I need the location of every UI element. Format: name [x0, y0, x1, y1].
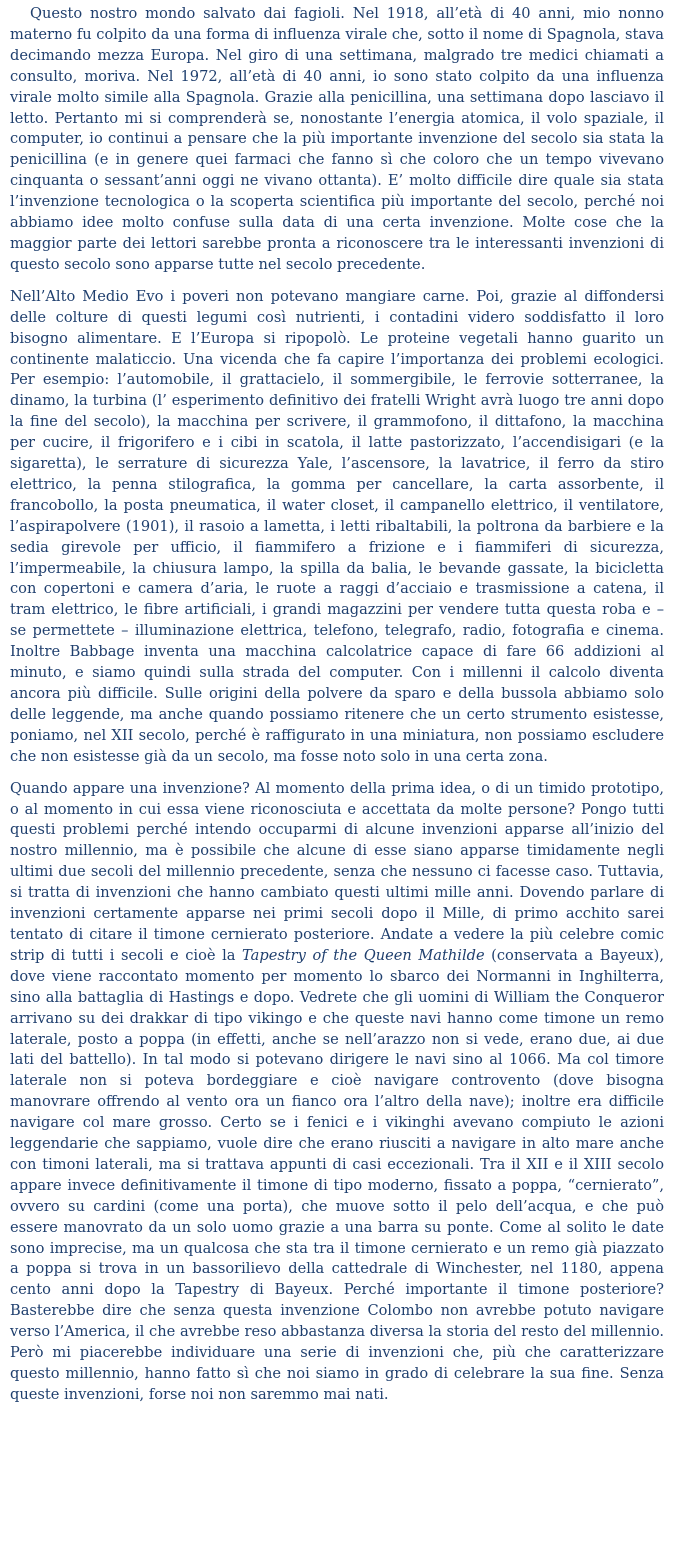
paragraph-rudder-text-2: (conservata a Bayeux), dove viene raccontato momento per momento lo sbarco dei Normanni in Inghilterra, sino alla battaglia di Hastings e dopo. Vedrete che gli uomini di William the Conqueror arrivano su dei drakkar di tipo vikingo e che queste navi hanno come timone un remo laterale, posto a poppa (in effetti, anche se nell’arazzo non si vede, erano due, ai due lati del battello). In tal modo si potevano dirigere le navi sino al 1066. Ma col timore laterale non si poteva bordeggiare e cioè navigare controvento (dove bisogna manovrare offrendo al vento ora un fianco ora l’altro della nave); inoltre era difficile navigare col mare grosso. Certo se i fenici e i vikinghi avevano compiuto le azioni leggendarie che sappiamo, vuole dire che erano riusciti a navigare in alto mare anche con timoni laterali, ma si trattava appunti di casi eccezionali. Tra il XII e il XIII secolo appare invece definitivamente il timone di tipo moderno, fissato a poppa, “cernierato”, ovvero su cardini (come una porta), che muove sotto il pelo dell’acqua, e che può essere manovrato da un solo uomo grazie a una barra su ponte. Come al solito le date sono imprecise, ma un qualcosa che sta tra il timone cernierato e un remo già piazzato a poppa si trova in un bassorilievo della cattedrale di Winchester, nel 1180, appena cento anni dopo la Tapestry di Bayeux. Perché importante il timone posteriore? Basterebbe dire che senza questa invenzione Colombo non avrebbe potuto navigare verso l’America, il che avrebbe reso abbastanza diversa la storia del resto del millennio. Però mi piacerebbe individuare una serie di invenzioni che, più che caratterizzare questo millennio, hanno fatto sì che noi siamo in grado di celebrare la sua fine. Senza queste invenzioni, forse noi non saremmo mai nati. — [10, 946, 664, 1403]
paragraph-rudder — [10, 779, 664, 1406]
tapestry-title: Tapestry of the Queen Mathilde — [242, 946, 485, 964]
paragraph-inventions-list: Nell’Alto Medio Evo i poveri non potevano mangiare carne. Poi, grazie al diffondersi delle colture di questi legumi così nutrienti, i contadini videro soddisfatto il loro bisogno alimentare. E l’Europa si ripopolò. Le proteine vegetali hanno guarito un continente malaticcio. Una vicenda che fa capire l’importanza dei problemi ecologici. Per esempio: l’automobile, il grattacielo, il sommergibile, le ferrovie sotterranee, la dinamo, la turbina (l’ esperimento definitivo dei fratelli Wright avrà luogo tre anni dopo la fine del secolo), la macchina per scrivere, il grammofono, il dittafono, la macchina per cucire, il frigorifero e i cibi in scatola, il latte pastorizzato, l’accendisigari (e la sigaretta), le serrature di sicurezza Yale, l’ascensore, la lavatrice, il ferro da stiro elettrico, la penna stilografica, la gomma per cancellare, la carta assorbente, il francobollo, la posta pneumatica, il water closet, il campanello elettrico, il ventilatore, l’aspirapolvere (1901), il rasoio a lametta, i letti ribaltabili, la poltrona da barbiere e la sedia girevole per ufficio, il fiammifero a frizione e i fiammiferi di sicurezza, l’impermeabile, la chiusura lampo, la spilla da balia, le bevande gassate, la bicicletta con copertoni e camera d’aria, le ruote a raggi d’acciaio e trasmissione a catena, il tram elettrico, le fibre artificiali, i grandi magazzini per vendere tutta questa roba e – se permettete – illuminazione elettrica, telefono, telegrafo, radio, fotografia e cinema. Inoltre Babbage inventa una macchina calcolatrice capace di fare 66 addizioni al minuto, e siamo quindi sulla strada del computer. Con i millenni il calcolo diventa ancora più difficile. Sulle origini della polvere da sparo e della bussola abbiamo solo delle leggende, ma anche quando possiamo ritenere che un certo strumento esistesse, poniamo, nel XII secolo, perché è raffigurato in una miniatura, non possiamo escludere che non esistesse già da un secolo, ma fosse noto solo in una certa zona. — [10, 287, 664, 765]
paragraph-rudder-text-1: Quando appare una invenzione? Al momento della prima idea, o di un timido prototipo, o al momento in cui essa viene riconosciuta e accettata da molte persone? Pongo tutti questi problemi perché intendo occuparmi di alcune invenzioni apparse all’inizio del nostro millennio, ma è possibile che alcune di esse siano apparse timidamente negli ultimi due secoli del millennio precedente, senza che nessuno ci facesse caso. Tuttavia, si tratta di invenzioni che hanno cambiato questi ultimi mille anni. Dovendo parlare di invenzioni certamente apparse nei primi secoli dopo il Mille, di primo acchito sarei tentato di citare il timone cernierato posteriore. Andate a vedere la più celebre comic strip di tutti i secoli e cioè la — [10, 779, 664, 964]
paragraph-penicillin: Questo nostro mondo salvato dai fagioli. Nel 1918, all’età di 40 anni, mio nonno materno fu colpito da una forma di influenza virale che, sotto il nome di Spagnola, stava decimando mezza Europa. Nel giro di una settimana, malgrado tre medici chiamati a consulto, moriva. Nel 1972, all’età di 40 anni, io sono stato colpito da una influenza virale molto simile alla Spagnola. Grazie alla penicillina, una settimana dopo lasciavo il letto. Pertanto mi si comprenderà se, nonostante l’energia atomica, il volo spaziale, il computer, io continui a pensare che la più importante invenzione del secolo sia stata la penicillina (e in genere quei farmaci che fanno sì che coloro che un tempo vivevano cinquanta o sessant’anni oggi ne vivano ottanta). E’ molto difficile dire quale sia stata l’invenzione tecnologica o la scoperta scientifica più importante del secolo, perché noi abbiamo idee molto confuse sulla data di una certa invenzione. Molte cose che la maggior parte dei lettori sarebbe pronta a riconoscere tra le interessanti invenzioni di questo secolo sono apparse tutte nel secolo precedente. — [10, 5, 664, 273]
